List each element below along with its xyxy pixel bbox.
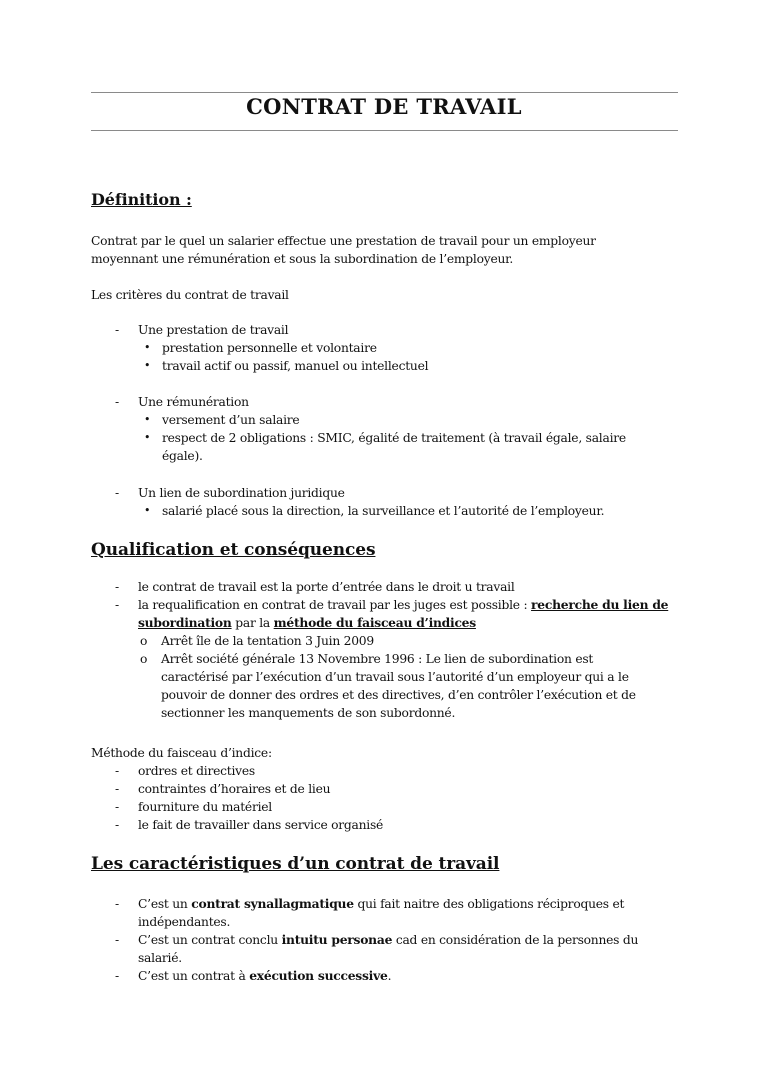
- critere-points: [138, 339, 681, 375]
- list-item: [91, 578, 681, 596]
- item-text: la requalification en contrat de travail par les juges est possible :: [138, 598, 532, 612]
- list-item: [91, 780, 681, 798]
- dash-marker: -: [115, 580, 119, 594]
- definition-heading: Définition :: [91, 190, 192, 209]
- point-text: respect de 2 obligations : SMIC, égalité de traitement (à travail égale, salaire égale).: [162, 431, 626, 463]
- dash-marker: -: [115, 764, 119, 778]
- methode-list: [91, 762, 681, 834]
- critere-points: [138, 411, 681, 465]
- critere-label: Une rémunération: [138, 395, 249, 409]
- point-text: versement d’un salaire: [162, 413, 300, 427]
- qualification-list: [91, 578, 681, 722]
- item-text: le fait de travailler dans service organisé: [138, 818, 384, 832]
- item-text: .: [387, 969, 392, 983]
- list-item: [91, 798, 681, 816]
- point-text: salarié placé sous la direction, la surveillance et l’autorité de l’employeur.: [162, 504, 605, 518]
- list-item: [138, 632, 658, 650]
- dash-marker: -: [115, 933, 119, 947]
- item-text: cad en considération de la personnes du salarié.: [138, 933, 639, 965]
- critere-points: [138, 502, 681, 520]
- critere-3: [91, 484, 681, 520]
- item-text: qui fait naitre des obligations réciproques et indépendantes.: [138, 897, 625, 929]
- list-item: [91, 321, 681, 375]
- definition-line-2: moyennant une rémunération et sous la subordination de l’employeur.: [91, 252, 514, 266]
- list-item: [138, 357, 681, 375]
- list-item: [138, 650, 658, 722]
- list-item: [91, 931, 681, 967]
- critere-2: [91, 393, 681, 465]
- item-text: par la: [231, 616, 274, 630]
- critere-label: Un lien de subordination juridique: [138, 486, 345, 500]
- bullet-marker: •: [144, 504, 151, 517]
- criteres-intro: Les critères du contrat de travail: [91, 288, 289, 302]
- arret-text: Arrêt société générale 13 Novembre 1996 : Le lien de subordination est caractérisé par l’exécution d’un travail sous l’autorité d’un employeur qui a le pouvoir de donner des ordres et des directives, d’en contrôler l’exécution et de sectionner les manquements de son subordonné.: [161, 652, 636, 720]
- list-item: [91, 484, 681, 520]
- list-item: [138, 502, 681, 520]
- title-bottom-rule: [91, 130, 678, 131]
- item-text: contraintes d’horaires et de lieu: [138, 782, 331, 796]
- definition-line-1: Contrat par le quel un salarier effectue une prestation de travail pour un employeur: [91, 234, 596, 248]
- dash-marker: -: [115, 395, 119, 409]
- point-text: travail actif ou passif, manuel ou intellectuel: [162, 359, 429, 373]
- dash-marker: -: [115, 323, 119, 337]
- list-item: [138, 429, 662, 465]
- critere-1: [91, 321, 681, 375]
- emphasis-text: méthode du faisceau d’indices: [273, 615, 476, 630]
- bullet-marker: •: [144, 431, 151, 444]
- dash-marker: -: [115, 486, 119, 500]
- dash-marker: -: [115, 969, 119, 983]
- arret-list: [138, 632, 658, 722]
- bullet-marker: •: [144, 413, 151, 426]
- list-item: [91, 967, 681, 985]
- list-item: [138, 339, 681, 357]
- list-item: [91, 596, 681, 722]
- emphasis-text: recherche du lien de subordination: [138, 597, 669, 630]
- caracteristiques-heading: Les caractéristiques d’un contrat de travail: [91, 854, 500, 874]
- bullet-marker: •: [144, 341, 151, 354]
- circle-marker: o: [140, 652, 148, 666]
- list-item: [91, 816, 681, 834]
- qualification-heading: Qualification et conséquences: [91, 540, 376, 560]
- list-item: [138, 411, 681, 429]
- arret-text: Arrêt île de la tentation 3 Juin 2009: [161, 634, 374, 648]
- caracteristiques-list: [91, 895, 681, 985]
- bullet-marker: •: [144, 359, 151, 372]
- title-top-rule: [91, 92, 678, 93]
- item-text: C’est un: [138, 897, 192, 911]
- point-text: prestation personnelle et volontaire: [162, 341, 377, 355]
- item-text: le contrat de travail est la porte d’entrée dans le droit u travail: [138, 580, 515, 594]
- definition-text: [91, 232, 681, 268]
- item-text: fourniture du matériel: [138, 800, 272, 814]
- item-text: C’est un contrat conclu: [138, 933, 282, 947]
- dash-marker: -: [115, 897, 119, 911]
- emphasis-text: intuitu personae: [281, 932, 393, 947]
- methode-intro: Méthode du faisceau d’indice:: [91, 746, 272, 760]
- emphasis-text: exécution successive: [249, 968, 388, 983]
- critere-label: Une prestation de travail: [138, 323, 289, 337]
- list-item: [91, 762, 681, 780]
- item-text: ordres et directives: [138, 764, 255, 778]
- dash-marker: -: [115, 800, 119, 814]
- dash-marker: -: [115, 782, 119, 796]
- document-title: CONTRAT DE TRAVAIL: [246, 94, 522, 119]
- dash-marker: -: [115, 818, 119, 832]
- list-item: [91, 393, 681, 465]
- list-item: [91, 895, 681, 931]
- circle-marker: o: [140, 634, 148, 648]
- emphasis-text: contrat synallagmatique: [191, 896, 354, 911]
- dash-marker: -: [115, 598, 119, 612]
- item-text: C’est un contrat à: [138, 969, 250, 983]
